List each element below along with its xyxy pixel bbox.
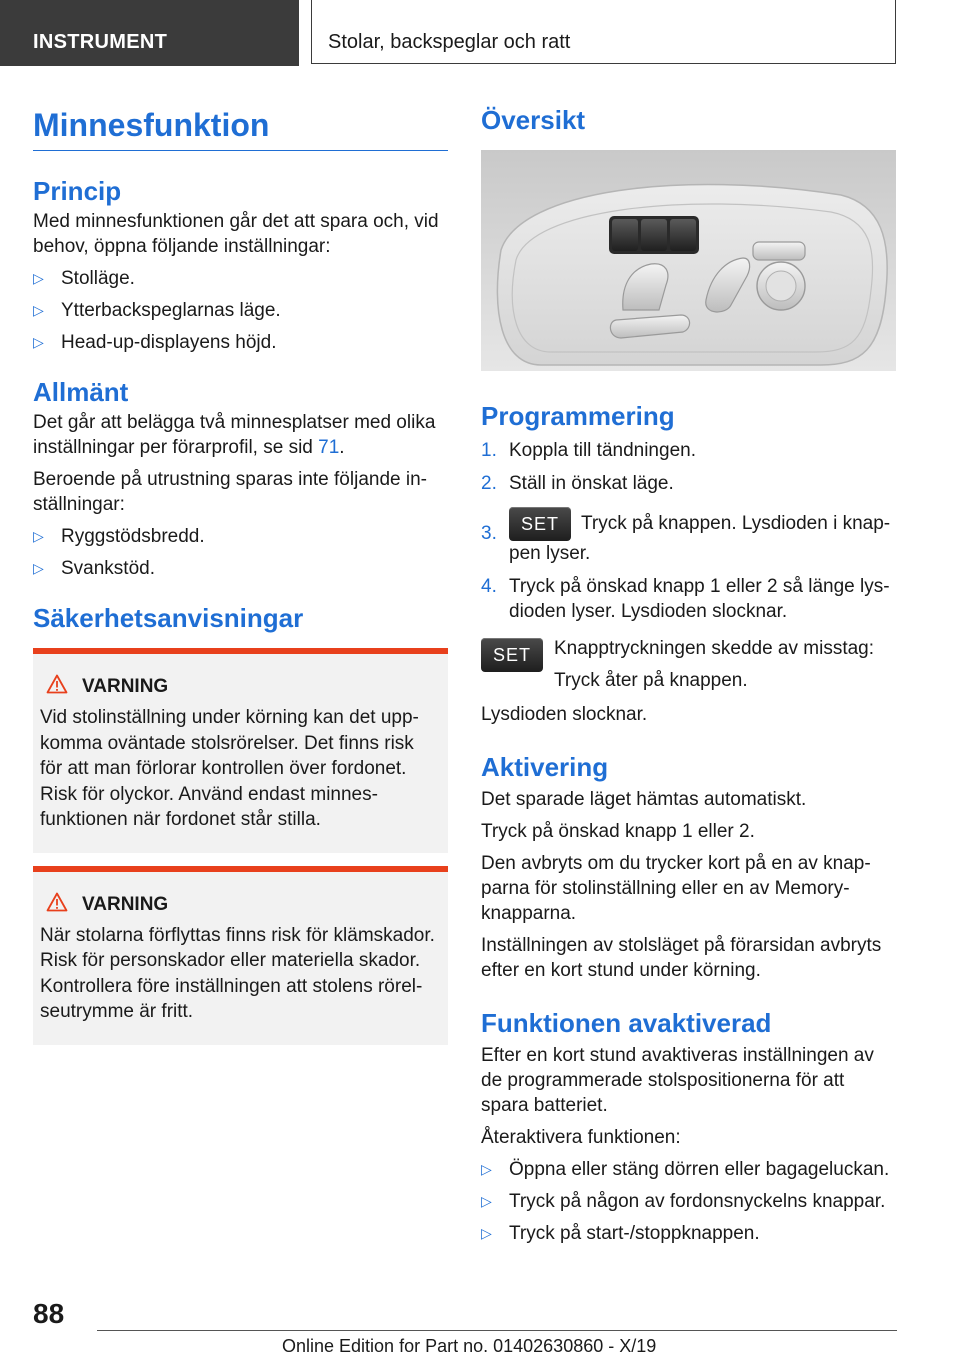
warning-box xyxy=(33,866,448,1045)
page-header xyxy=(0,0,960,66)
step-item: 4. Tryck på önskad knapp 1 eller 2 så länge lys‐ dioden lyser. Lysdioden slocknar. xyxy=(481,576,890,622)
list-item: ▷ Tryck på start-/stoppknappen. xyxy=(481,1223,760,1244)
right-column xyxy=(481,66,896,1246)
page-link[interactable]: 71 xyxy=(318,437,340,458)
list-item: ▷ Ytterbackspeglarnas läge. xyxy=(33,300,281,321)
step-item: 3. SET Tryck på knappen. Lysdioden i knap‐ pen lyser. xyxy=(481,507,896,566)
triangle-right-outline-icon: ▷ xyxy=(33,270,44,286)
heading-princip: Princip xyxy=(33,176,122,206)
aktivering-p1: Det sparade läget hämtas automatiskt. xyxy=(481,789,807,810)
seat-memory-buttons-image xyxy=(481,150,896,371)
aktivering-p4: Inställningen av stolsläget på förarsidan avbryts efter en kort stund under körning. xyxy=(481,935,882,981)
heading-oversikt: Översikt xyxy=(481,105,586,135)
list-item: ▷ Svankstöd. xyxy=(33,558,155,579)
edition-text: Online Edition for Part no. 01402630860 - X/19 xyxy=(282,1336,657,1356)
warning-heading: VARNING xyxy=(40,674,440,699)
set-button[interactable]: SET xyxy=(481,638,543,672)
footer-divider xyxy=(97,1330,897,1331)
mistake-action: Tryck åter på knappen. xyxy=(554,670,748,691)
warning-heading: VARNING xyxy=(40,892,440,917)
triangle-right-outline-icon: ▷ xyxy=(33,302,44,318)
triangle-right-outline-icon: ▷ xyxy=(481,1161,492,1177)
page-number: 88 xyxy=(33,1298,65,1329)
step-item: 2. Ställ in önskat läge. xyxy=(481,473,674,494)
triangle-right-outline-icon: ▷ xyxy=(33,560,44,576)
set-button[interactable]: SET xyxy=(509,507,571,541)
avaktiverad-p2: Återaktivera funktionen: xyxy=(481,1127,681,1148)
aktivering-p2: Tryck på önskad knapp 1 eller 2. xyxy=(481,821,755,842)
list-item: ▷ Öppna eller stäng dörren eller bagageluckan. xyxy=(481,1159,890,1180)
list-item: ▷ Ryggstödsbredd. xyxy=(33,526,205,547)
mistake-note xyxy=(481,636,896,696)
heading-sakerhet: Säkerhetsanvisningar xyxy=(33,603,304,633)
triangle-right-outline-icon: ▷ xyxy=(33,528,44,544)
warning-text: Vid stolinställning under körning kan det upp‐ komma oväntade stolsrörelser. Det finns risk för att man förlorar kontrollen över fordonet. Risk för olyckor. Använd endast minnes-funktionen när fordonet står stilla. xyxy=(40,707,419,830)
left-column xyxy=(33,66,448,1045)
heading-avaktiverad: Funktionen avaktiverad xyxy=(481,1008,772,1038)
aktivering-p3: Den avbryts om du trycker kort på en av knap‐ parna för stolinställning eller en av Memory- knapparna. xyxy=(481,853,871,924)
triangle-right-outline-icon: ▷ xyxy=(481,1193,492,1209)
warning-triangle-icon xyxy=(46,674,68,694)
mistake-text: Knapptryckningen skedde av misstag: xyxy=(554,638,875,659)
triangle-right-outline-icon: ▷ xyxy=(481,1225,492,1241)
princip-intro: Med minnesfunktionen går det att spara och, vid behov, öppna följande inställningar: xyxy=(33,211,439,257)
led-off-text: Lysdioden slocknar. xyxy=(481,704,648,725)
avaktiverad-p1: Efter en kort stund avaktiveras inställningen av de programmerade stolspositionerna för att spara batteriet. xyxy=(481,1045,874,1116)
step-item: 1. Koppla till tändningen. xyxy=(481,440,696,461)
heading-allmant: Allmänt xyxy=(33,377,129,407)
allmant-text-2: Beroende på utrustning sparas inte följande in‐ ställningar: xyxy=(33,469,427,515)
heading-programmering: Programmering xyxy=(481,401,675,431)
list-item: ▷ Tryck på någon av fordonsnyckelns knappar. xyxy=(481,1191,886,1212)
warning-triangle-icon xyxy=(46,892,68,912)
section-tab: INSTRUMENT xyxy=(0,0,299,66)
page-title: Minnesfunktion xyxy=(33,106,448,151)
list-item: ▷ Stolläge. xyxy=(33,268,135,289)
chapter-title: Stolar, backspeglar och ratt xyxy=(311,0,896,64)
warning-text: När stolarna förflyttas finns risk för klämskador. Risk för personskador eller materiella skador. Kontrollera före inställningen att stolens rörel‐ seutrymme är fritt. xyxy=(40,924,435,1022)
heading-aktivering: Aktivering xyxy=(481,752,609,782)
warning-box xyxy=(33,648,448,853)
triangle-right-outline-icon: ▷ xyxy=(33,334,44,350)
list-item: ▷ Head-up-displayens höjd. xyxy=(33,332,277,353)
allmant-text: Det går att belägga två minnesplatser med olika inställningar per förarprofil, se sid 71. xyxy=(33,412,436,458)
